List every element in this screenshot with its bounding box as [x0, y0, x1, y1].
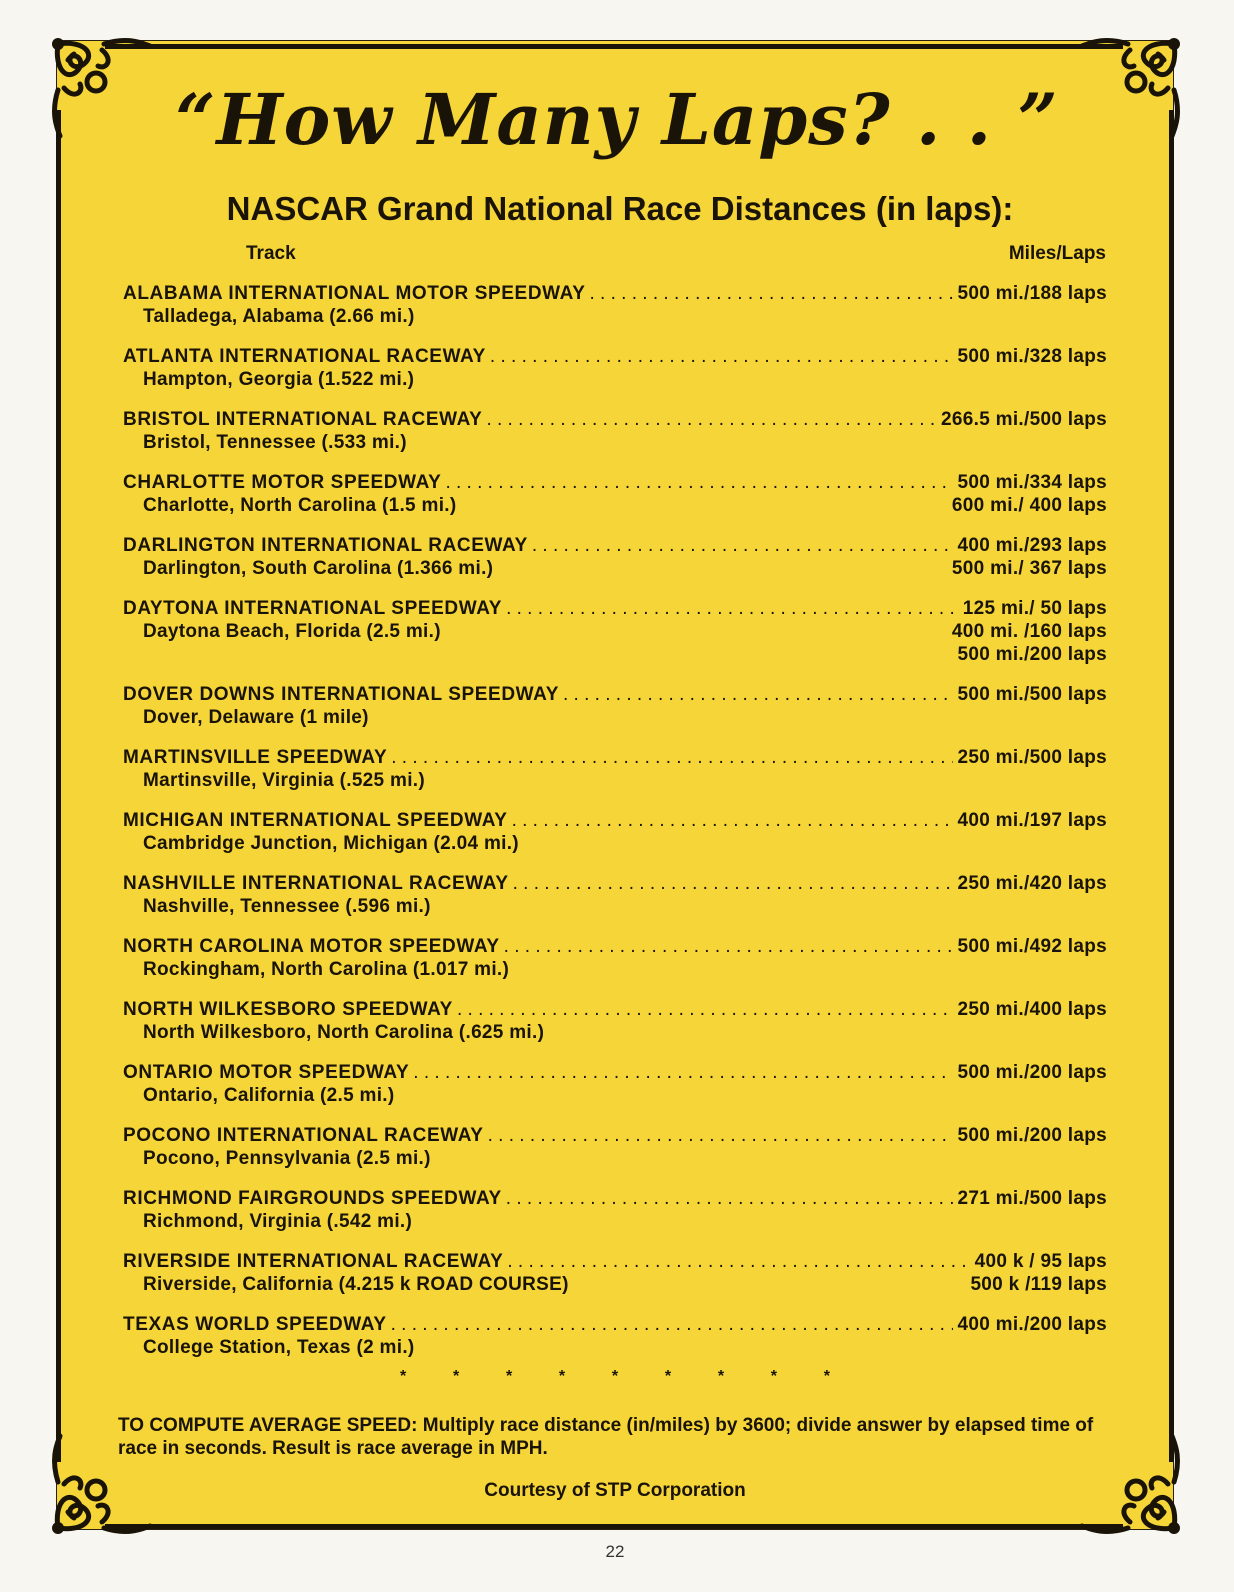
- track-row: [123, 872, 1107, 895]
- track-entry: [123, 1124, 1107, 1170]
- track-name: ONTARIO MOTOR SPEEDWAY: [123, 1062, 410, 1083]
- star-glyph: *: [770, 1368, 778, 1385]
- track-subrow: [123, 494, 1107, 517]
- track-name: MICHIGAN INTERNATIONAL SPEEDWAY: [123, 810, 508, 831]
- star-glyph: *: [400, 1368, 407, 1385]
- race-distance: 500 mi./ 367 laps: [951, 558, 1107, 579]
- column-header-miles-laps: Miles/Laps: [1008, 243, 1106, 264]
- dot-leader: [512, 809, 954, 832]
- track-list: [123, 282, 1107, 1376]
- race-distance: 250 mi./500 laps: [957, 747, 1107, 768]
- track-location: Daytona Beach, Florida (2.5 mi.): [143, 621, 441, 642]
- dot-leader: [391, 1313, 954, 1336]
- courtesy-line: Courtesy of STP Corporation: [484, 1480, 746, 1501]
- star-glyph: *: [505, 1368, 513, 1385]
- track-subrow: [123, 305, 1107, 328]
- track-location: Nashville, Tennessee (.596 mi.): [143, 896, 431, 917]
- race-distance: 271 mi./500 laps: [957, 1188, 1107, 1209]
- track-subrow: [123, 1273, 1107, 1296]
- track-subrow: [123, 1336, 1107, 1359]
- track-entry: [123, 597, 1107, 666]
- track-location: Dover, Delaware (1 mile): [143, 707, 369, 728]
- track-subrow: [123, 557, 1107, 580]
- track-subrow: [123, 832, 1107, 855]
- track-name: CHARLOTTE MOTOR SPEEDWAY: [123, 472, 442, 493]
- track-entry: [123, 683, 1107, 729]
- track-location: Cambridge Junction, Michigan (2.04 mi.): [143, 833, 519, 854]
- track-row: [123, 1250, 1107, 1273]
- star-glyph: *: [717, 1368, 725, 1385]
- track-row: [123, 408, 1107, 431]
- track-location: Pocono, Pennsylvania (2.5 mi.): [143, 1148, 431, 1169]
- race-distance: 400 k / 95 laps: [974, 1251, 1107, 1272]
- column-header-track: Track: [246, 243, 296, 264]
- star-glyph: *: [611, 1368, 619, 1385]
- dot-leader: [507, 1250, 970, 1273]
- track-name: POCONO INTERNATIONAL RACEWAY: [123, 1125, 484, 1146]
- race-distance: 400 mi./197 laps: [957, 810, 1107, 831]
- track-entry: [123, 1250, 1107, 1296]
- track-name: DARLINGTON INTERNATIONAL RACEWAY: [123, 535, 528, 556]
- track-entry: [123, 408, 1107, 454]
- race-distance: 600 mi./ 400 laps: [951, 495, 1107, 516]
- frame-left-border: [56, 110, 61, 1462]
- dot-leader: [486, 408, 937, 431]
- track-subrow: [123, 769, 1107, 792]
- track-location: Richmond, Virginia (.542 mi.): [143, 1211, 413, 1232]
- star-glyph: *: [664, 1368, 672, 1385]
- page-number: 22: [605, 1542, 625, 1561]
- page-title: “How Many Laps? . . ”: [175, 78, 1059, 161]
- track-entry: [123, 998, 1107, 1044]
- track-row: [123, 282, 1107, 305]
- track-entry: [123, 1187, 1107, 1233]
- frame-top-border: [105, 44, 1123, 49]
- track-subrow: [123, 706, 1107, 729]
- track-location: Hampton, Georgia (1.522 mi.): [143, 369, 415, 390]
- dot-leader: [391, 746, 953, 769]
- star-glyph: *: [452, 1368, 460, 1385]
- race-distance: 250 mi./400 laps: [957, 999, 1107, 1020]
- dot-leader: [413, 1061, 953, 1084]
- race-distance: 500 mi./500 laps: [957, 684, 1107, 705]
- track-entry: [123, 1313, 1107, 1359]
- track-row: [123, 683, 1107, 706]
- track-row: [123, 345, 1107, 368]
- frame-bottom-border: [105, 1524, 1123, 1529]
- star-glyph: *: [823, 1368, 830, 1385]
- track-subrow: [123, 431, 1107, 454]
- track-subrow: [123, 620, 1107, 643]
- track-location: Martinsville, Virginia (.525 mi.): [143, 770, 425, 791]
- dot-leader: [506, 1187, 954, 1210]
- race-distance: 500 mi./200 laps: [957, 1062, 1107, 1083]
- track-location: Darlington, South Carolina (1.366 mi.): [143, 558, 494, 579]
- race-distance: 400 mi. /160 laps: [951, 621, 1107, 642]
- track-name: NASHVILLE INTERNATIONAL RACEWAY: [123, 873, 509, 894]
- track-entry: [123, 872, 1107, 918]
- dot-leader: [513, 872, 954, 895]
- track-row: [123, 1313, 1107, 1336]
- track-entry: [123, 471, 1107, 517]
- dot-leader: [506, 597, 959, 620]
- ornament-corner-top-right: [1078, 30, 1188, 140]
- star-separator: [400, 1368, 830, 1386]
- dot-leader: [563, 683, 954, 706]
- track-row: [123, 746, 1107, 769]
- track-entry: [123, 809, 1107, 855]
- track-name: NORTH CAROLINA MOTOR SPEEDWAY: [123, 936, 500, 957]
- dot-leader: [457, 998, 954, 1021]
- track-row: [123, 809, 1107, 832]
- track-subrow: [123, 1147, 1107, 1170]
- race-distance: 500 mi./200 laps: [957, 1125, 1107, 1146]
- race-distance: 500 mi./334 laps: [957, 472, 1107, 493]
- track-name: TEXAS WORLD SPEEDWAY: [123, 1314, 387, 1335]
- track-entry: [123, 935, 1107, 981]
- track-name: BRISTOL INTERNATIONAL RACEWAY: [123, 409, 483, 430]
- track-location: Charlotte, North Carolina (1.5 mi.): [143, 495, 457, 516]
- track-name: DAYTONA INTERNATIONAL SPEEDWAY: [123, 598, 503, 619]
- dot-leader: [490, 345, 954, 368]
- track-name: MARTINSVILLE SPEEDWAY: [123, 747, 388, 768]
- race-distance: 500 mi./200 laps: [957, 644, 1107, 665]
- track-entry: [123, 746, 1107, 792]
- track-subrow: [123, 1021, 1107, 1044]
- track-location: Ontario, California (2.5 mi.): [143, 1085, 395, 1106]
- track-location: North Wilkesboro, North Carolina (.625 mi.): [143, 1022, 545, 1043]
- track-subrow: [123, 643, 1107, 666]
- track-subrow: [123, 895, 1107, 918]
- track-name: RIVERSIDE INTERNATIONAL RACEWAY: [123, 1251, 504, 1272]
- track-location: Riverside, California (4.215 k ROAD COURSE): [143, 1274, 569, 1295]
- race-distance: 125 mi./ 50 laps: [962, 598, 1107, 619]
- race-distance: 500 mi./328 laps: [957, 346, 1107, 367]
- track-row: [123, 1187, 1107, 1210]
- track-location: Bristol, Tennessee (.533 mi.): [143, 432, 407, 453]
- dot-leader: [532, 534, 954, 557]
- track-entry: [123, 282, 1107, 328]
- track-entry: [123, 1061, 1107, 1107]
- race-distance: 400 mi./200 laps: [957, 1314, 1107, 1335]
- track-name: ALABAMA INTERNATIONAL MOTOR SPEEDWAY: [123, 283, 586, 304]
- track-row: [123, 1061, 1107, 1084]
- track-row: [123, 935, 1107, 958]
- track-row: [123, 534, 1107, 557]
- race-distance: 400 mi./293 laps: [957, 535, 1107, 556]
- average-speed-note: TO COMPUTE AVERAGE SPEED: Multiply race distance (in/miles) by 3600; divide answer by elapsed time of race in seconds. Result is race average in MPH.: [118, 1415, 1094, 1459]
- track-row: [123, 597, 1107, 620]
- track-entry: [123, 534, 1107, 580]
- track-row: [123, 471, 1107, 494]
- track-name: ATLANTA INTERNATIONAL RACEWAY: [123, 346, 486, 367]
- track-row: [123, 998, 1107, 1021]
- ornament-corner-top-left: [44, 30, 154, 140]
- page-subtitle: NASCAR Grand National Race Distances (in laps):: [226, 190, 1014, 227]
- track-subrow: [123, 1084, 1107, 1107]
- track-subrow: [123, 368, 1107, 391]
- track-name: RICHMOND FAIRGROUNDS SPEEDWAY: [123, 1188, 502, 1209]
- track-subrow: [123, 1210, 1107, 1233]
- star-glyph: *: [558, 1368, 566, 1385]
- track-entry: [123, 345, 1107, 391]
- track-location: College Station, Texas (2 mi.): [143, 1337, 415, 1358]
- race-distance: 500 mi./492 laps: [957, 936, 1107, 957]
- track-row: [123, 1124, 1107, 1147]
- dot-leader: [504, 935, 954, 958]
- race-distance: 266.5 mi./500 laps: [941, 409, 1107, 430]
- dot-leader: [488, 1124, 954, 1147]
- track-subrow: [123, 958, 1107, 981]
- frame-right-border: [1169, 110, 1174, 1462]
- track-location: Talladega, Alabama (2.66 mi.): [143, 306, 415, 327]
- track-name: DOVER DOWNS INTERNATIONAL SPEEDWAY: [123, 684, 559, 705]
- race-distance: 500 k /119 laps: [970, 1274, 1107, 1295]
- dot-leader: [590, 282, 954, 305]
- dot-leader: [445, 471, 953, 494]
- race-distance: 500 mi./188 laps: [957, 283, 1107, 304]
- race-distance: 250 mi./420 laps: [957, 873, 1107, 894]
- track-location: Rockingham, North Carolina (1.017 mi.): [143, 959, 510, 980]
- track-name: NORTH WILKESBORO SPEEDWAY: [123, 999, 453, 1020]
